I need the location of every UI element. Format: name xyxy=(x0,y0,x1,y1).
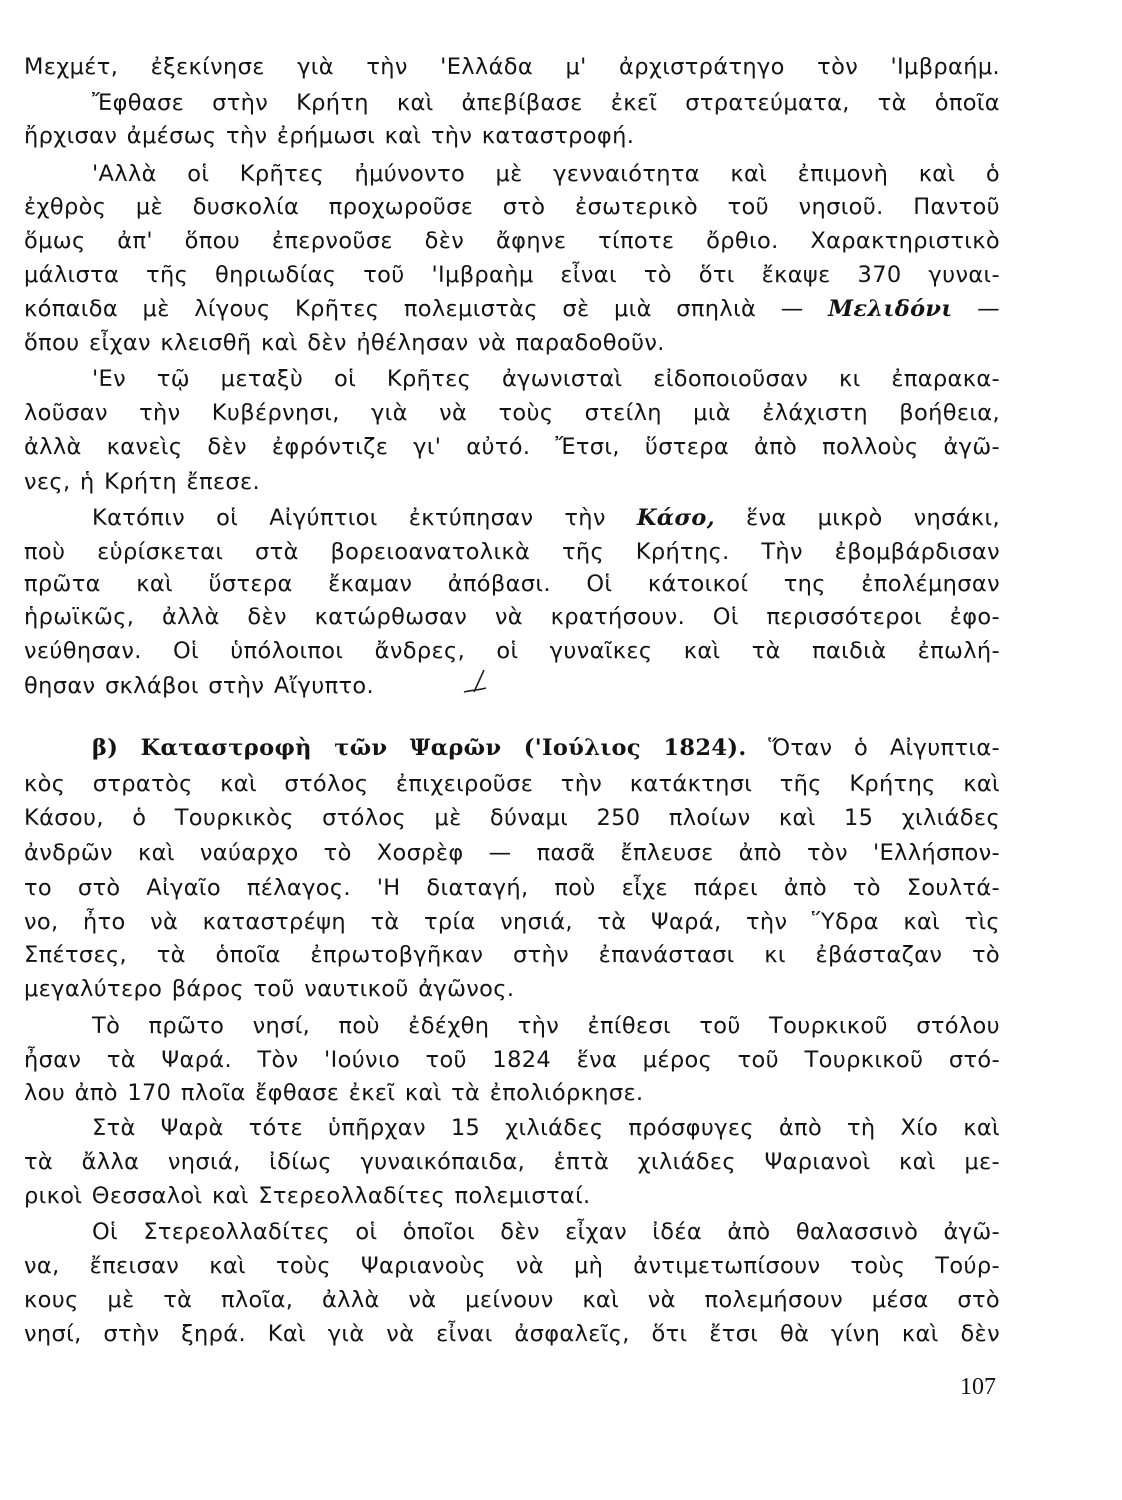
text-line: νο, ἦτο νὰ καταστρέψη τὰ τρία νησιά, τὰ Ψαρά, τὴν Ὕδρα καὶ τὶς xyxy=(24,909,1000,935)
text-line: θησαν σκλάβοι στὴν Αἴγυπτο. xyxy=(24,673,374,699)
pen-mark-icon xyxy=(462,668,492,696)
text-line: τὰ ἄλλα νησιά, ἰδίως γυναικόπαιδα, ἑπτὰ χιλιάδες Ψαριανοὶ καὶ με- xyxy=(24,1149,1000,1175)
text-line: λου ἀπὸ 170 πλοῖα ἔφθασε ἐκεῖ καὶ τὰ ἐπολιόρκησε. xyxy=(24,1080,644,1106)
text-line: ὅπου εἶχαν κλεισθῆ καὶ δὲν ἠθέλησαν νὰ παραδοθοῦν. xyxy=(24,330,665,356)
text-line: νεύθησαν. Οἱ ὑπόλοιποι ἄνδρες, οἱ γυναῖκες καὶ τὰ παιδιὰ ἐπωλή- xyxy=(24,638,1000,664)
section-heading: β) Καταστροφὴ τῶν Ψαρῶν ('Ιούλιος 1824). xyxy=(92,735,747,761)
text-line: ἀνδρῶν καὶ ναύαρχο τὸ Χοσρὲφ — πασᾶ ἔπλευσε ἀπὸ τὸν 'Ελλήσπον- xyxy=(24,840,1000,866)
text-line: μάλιστα τῆς θηριωδίας τοῦ 'Ιμβραὴμ εἶναι τὸ ὅτι ἔκαψε 370 γυναι- xyxy=(24,262,1000,288)
emphasized-place-name: Κάσο, xyxy=(636,505,715,531)
text-line: ποὺ εὑρίσκεται στὰ βορειοανατολικὰ τῆς Κρήτης. Τὴν ἐβομβάρδισαν xyxy=(24,539,1000,565)
text-line: ἡρωϊκῶς, ἀλλὰ δὲν κατώρθωσαν νὰ κρατήσουν. Οἱ περισσότεροι ἐφο- xyxy=(24,604,1000,630)
paragraph-first-line: Τὸ πρῶτο νησί, ποὺ ἐδέχθη τὴν ἐπίθεσι τοῦ Τουρκικοῦ στόλου xyxy=(92,1013,1000,1039)
paragraph-first-line: Στὰ Ψαρὰ τότε ὑπῆρχαν 15 χιλιάδες πρόσφυγες ἀπὸ τὴ Χίο καὶ xyxy=(92,1115,1000,1141)
text-line: κους μὲ τὰ πλοῖα, ἀλλὰ νὰ μείνουν καὶ νὰ πολεμήσουν μέσα στὸ xyxy=(24,1287,1000,1313)
text-span: Ὅταν ὁ Αἰγυπτια- xyxy=(768,735,1000,761)
text-span: — xyxy=(977,296,1000,322)
paragraph-first-line: Οἱ Στερεολλαδίτες οἱ ὁποῖοι δὲν εἶχαν ἰδέα ἀπὸ θαλασσινὸ ἀγῶ- xyxy=(92,1219,1000,1245)
emphasized-place-name: Μελιδόνι xyxy=(828,296,953,322)
text-line: πρῶτα καὶ ὕστερα ἔκαμαν ἀπόβασι. Οἱ κάτοικοί της ἐπολέμησαν xyxy=(24,571,1000,597)
text-line: ἦσαν τὰ Ψαρά. Τὸν 'Ιούνιο τοῦ 1824 ἕνα μέρος τοῦ Τουρκικοῦ στό- xyxy=(24,1047,1000,1073)
text-line: Σπέτσες, τὰ ὁποῖα ἐπρωτοβγῆκαν στὴν ἐπανάστασι κι ἐβάσταζαν τὸ xyxy=(24,942,1000,968)
text-line: ἤρχισαν ἀμέσως τὴν ἐρήμωσι καὶ τὴν καταστροφή. xyxy=(24,123,635,149)
text-line: μεγαλύτερο βάρος τοῦ ναυτικοῦ ἀγῶνος. xyxy=(24,976,515,1002)
text-line: ρικοὶ Θεσσαλοὶ καὶ Στερεολλαδίτες πολεμισταί. xyxy=(24,1183,591,1209)
text-line: το στὸ Αἰγαῖο πέλαγος. 'Η διαταγή, ποὺ εἶχε πάρει ἀπὸ τὸ Σουλτά- xyxy=(24,875,1000,901)
text-line: λοῦσαν τὴν Κυβέρνησι, γιὰ νὰ τοὺς στείλη μιὰ ἐλάχιστη βοήθεια, xyxy=(24,400,1000,426)
text-line: να, ἔπεισαν καὶ τοὺς Ψαριανοὺς νὰ μὴ ἀντιμετωπίσουν τοὺς Τούρ- xyxy=(24,1253,1000,1279)
text-span: Κατόπιν οἱ Αἰγύπτιοι ἐκτύπησαν τὴν xyxy=(92,505,606,531)
text-span: κόπαιδα μὲ λίγους Κρῆτες πολεμιστὰς σὲ μιὰ σπηλιὰ — xyxy=(24,296,804,322)
page-number: 107 xyxy=(960,1374,996,1400)
section-heading-line xyxy=(92,731,1000,765)
text-line: νες, ἡ Κρήτη ἔπεσε. xyxy=(24,469,261,495)
paragraph-first-line: 'Αλλὰ οἱ Κρῆτες ἠμύνοντο μὲ γενναιότητα καὶ ἐπιμονὴ καὶ ὁ xyxy=(92,161,1000,187)
paragraph-first-line: Ἔφθασε στὴν Κρήτη καὶ ἀπεβίβασε ἐκεῖ στρατεύματα, τὰ ὁποῖα xyxy=(92,90,1000,116)
text-line: ἀλλὰ κανεὶς δὲν ἐφρόντιζε γι' αὐτό. Ἔτσι, ὕστερα ἀπὸ πολλοὺς ἀγῶ- xyxy=(24,434,1000,460)
text-line: νησί, στὴν ξηρά. Καὶ γιὰ νὰ εἶναι ἀσφαλεῖς, ὅτι ἔτσι θὰ γίνη καὶ δὲν xyxy=(24,1321,1000,1347)
text-line: κὸς στρατὸς καὶ στόλος ἐπιχειροῦσε τὴν κατάκτησι τῆς Κρήτης καὶ xyxy=(24,771,1000,797)
text-line xyxy=(24,292,1000,326)
text-line: ὅμως ἀπ' ὅπου ἐπερνοῦσε δὲν ἄφηνε τίποτε ὄρθιο. Χαρακτηριστικὸ xyxy=(24,228,1000,254)
text-line: Μεχμέτ, ἐξεκίνησε γιὰ τὴν 'Ελλάδα μ' ἀρχιστράτηγο τὸν 'Ιμβραήμ. xyxy=(24,54,1000,80)
paragraph-first-line: 'Εν τῷ μεταξὺ οἱ Κρῆτες ἀγωνισταὶ εἰδοποιοῦσαν κι ἐπαρακα- xyxy=(92,366,1000,392)
paragraph-first-line xyxy=(92,501,1000,535)
text-span: ἕνα μικρὸ νησάκι, xyxy=(745,505,1000,531)
text-line: ἐχθρὸς μὲ δυσκολία προχωροῦσε στὸ ἐσωτερικὸ τοῦ νησιοῦ. Παντοῦ xyxy=(24,194,1000,220)
text-line: Κάσου, ὁ Τουρκικὸς στόλος μὲ δύναμι 250 πλοίων καὶ 15 χιλιάδες xyxy=(24,805,1000,831)
